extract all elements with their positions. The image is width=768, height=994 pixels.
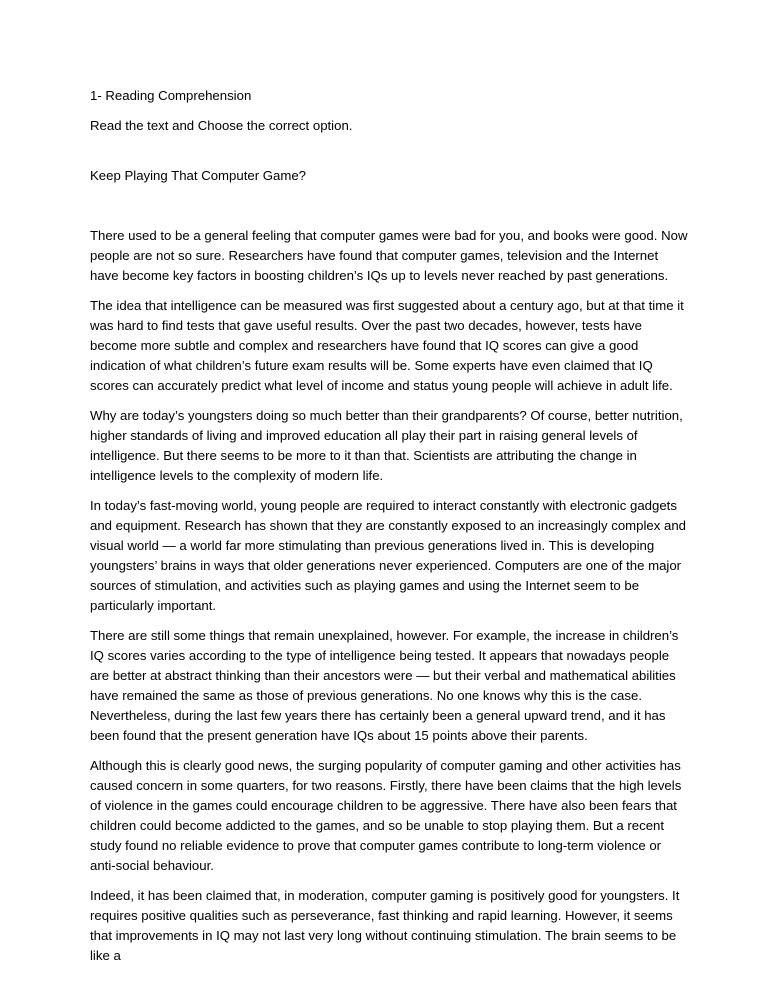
paragraph-5: There are still some things that remain unexplained, however. For example, the increase in children’s IQ scores varies according to the type of intelligence being tested. It appears that nowadays people are better at abstract thinking than their ancestors were — but their verbal and mathematical abilities have remained the same as those of previous generations. No one knows why this is the case. Nevertheless, during the last few years there has certainly been a general upward trend, and it has been found that the present generation have IQs about 15 points above their parents. (90, 628, 679, 743)
paragraph-4: In today’s fast-moving world, young people are required to interact constantly with electronic gadgets and equipment. Research has shown that they are constantly exposed to an increasingly complex and visual world — a world far more stimulating than previous generations lived in. This is developing youngsters’ brains in ways that older generations never experienced. Computers are one of the major sources of stimulation, and activities such as playing games and using the Internet seem to be particularly important. (90, 498, 686, 613)
document-page (90, 86, 690, 976)
paragraph-2: The idea that intelligence can be measured was first suggested about a century ago, but at that time it was hard to find tests that gave useful results. Over the past two decades, however, tests have become more subtle and complex and researchers have found that IQ scores can give a good indication of what children’s future exam results will be. Some experts have even claimed that IQ scores can accurately predict what level of income and status young people will achieve in adult life. (90, 298, 684, 393)
paragraph-6: Although this is clearly good news, the surging popularity of computer gaming and other activities has caused concern in some quarters, for two reasons. Firstly, there have been claims that the high levels of violence in the games could encourage children to be aggressive. There have also been fears that children could become addicted to the games, and so be unable to stop playing them. But a recent study found no reliable evidence to prove that computer games contribute to long-term violence or anti-social behaviour. (90, 758, 682, 873)
paragraph-1: There used to be a general feeling that computer games were bad for you, and books were good. Now people are not so sure. Researchers have found that computer games, television and the Internet have become key factors in boosting children’s IQs up to levels never reached by past generations. (90, 228, 688, 283)
passage-title: Keep Playing That Computer Game? (90, 168, 307, 183)
instruction-text: Read the text and Choose the correct option. (90, 118, 353, 133)
paragraph-7: Indeed, it has been claimed that, in moderation, computer gaming is positively good for youngsters. It requires positive qualities such as perseverance, fast thinking and rapid learning. However, it seems that improvements in IQ may not last very long without continuing stimulation. The brain seems to be like a (90, 888, 680, 963)
section-heading: 1- Reading Comprehension (90, 88, 252, 103)
paragraph-3: Why are today’s youngsters doing so much better than their grandparents? Of course, better nutrition, higher standards of living and improved education all play their part in raising general levels of intelligence. But there seems to be more to it than that. Scientists are attributing the change in intelligence levels to the complexity of modern life. (90, 408, 683, 483)
